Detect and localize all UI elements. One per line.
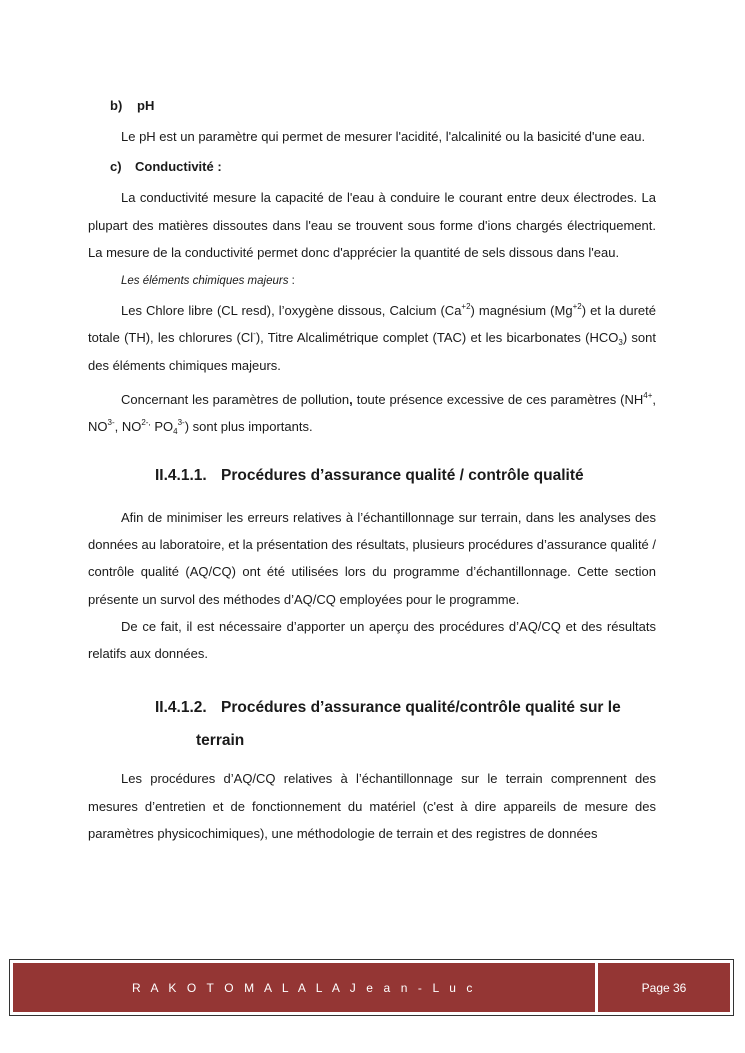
heading-conductivite: c) Conductivité : [110, 159, 222, 175]
paragraph-elements-majeurs: Les Chlore libre (CL resd), l’oxygène dissous, Calcium $(Ca^{+2})$ magnésium $(Mg^{+2})$ et la dureté totale (TH), les chlorures (Cl-), Titre Alcalimétrique complet (TAC) et les bicarbonates $(HCO_3)$ sont des éléments chimiques majeurs. [88, 302, 657, 373]
paragraph-aq-2: De ce fait, il est nécessaire d’apporter un aperçu des procédures d’AQ/CQ et des résultats relatifs aux données. [88, 618, 656, 662]
footer-page-number: Page 36 [598, 963, 730, 1012]
heading-elements-majeurs: Les éléments chimiques majeurs : [121, 275, 295, 288]
heading-ph: b) pH [110, 98, 155, 113]
paragraph-aq-1: Afin de minimiser les erreurs relatives à l’échantillonnage sur terrain, dans les analyses des données au laboratoire, et la présentation des résultats, plusieurs procédures d’assurance qualité / contrôle qualité (AQ/CQ) ont été utilisées lors du programme d’échantillonnage. Cette section présente un survol des méthodes d’AQ/CQ employées pour le programme. [88, 509, 657, 607]
page-footer [9, 959, 734, 1016]
paragraph-terrain: Les procédures d’AQ/CQ relatives à l’échantillonnage sur le terrain comprennent des mesures d’entretien et de fonctionnement du matériel (c'est à dire appareils de mesure des paramètres physicochimiques), une méthodologie de terrain et des registres de données [88, 771, 656, 842]
paragraph-ph: Le pH est un paramètre qui permet de mesurer l'acidité, l'alcalinité ou la basicité d'une eau. [121, 129, 646, 144]
paragraph-conductivite: La conductivité mesure la capacité de l'eau à conduire le courant entre deux électrodes. La plupart des matières dissoutes dans l'eau se trouvent sous forme d'ions chargés électriquement. La mesure de la conductivité permet donc d'apprécier la quantité de sels dissous dans l'eau. [88, 190, 656, 260]
heading-II-4-1-2: II.4.1.2. Procédures d’assurance qualité/contrôle qualité sur le terrain [155, 699, 621, 750]
paragraph-pollution: Concernant les paramètres de pollution, toute présence excessive de ces paramètres ($NH^{4+}$, $NO^{3-}$, $NO^{2-,}$ $PO_4^{3-}$) sont plus importants. [88, 391, 656, 437]
heading-II-4-1-1: II.4.1.1. Procédures d’assurance qualité / contrôle qualité [155, 466, 584, 484]
footer-author: R A K O T O M A L A L A J e a n - L u c [13, 963, 595, 1012]
document-body [88, 96, 656, 847]
